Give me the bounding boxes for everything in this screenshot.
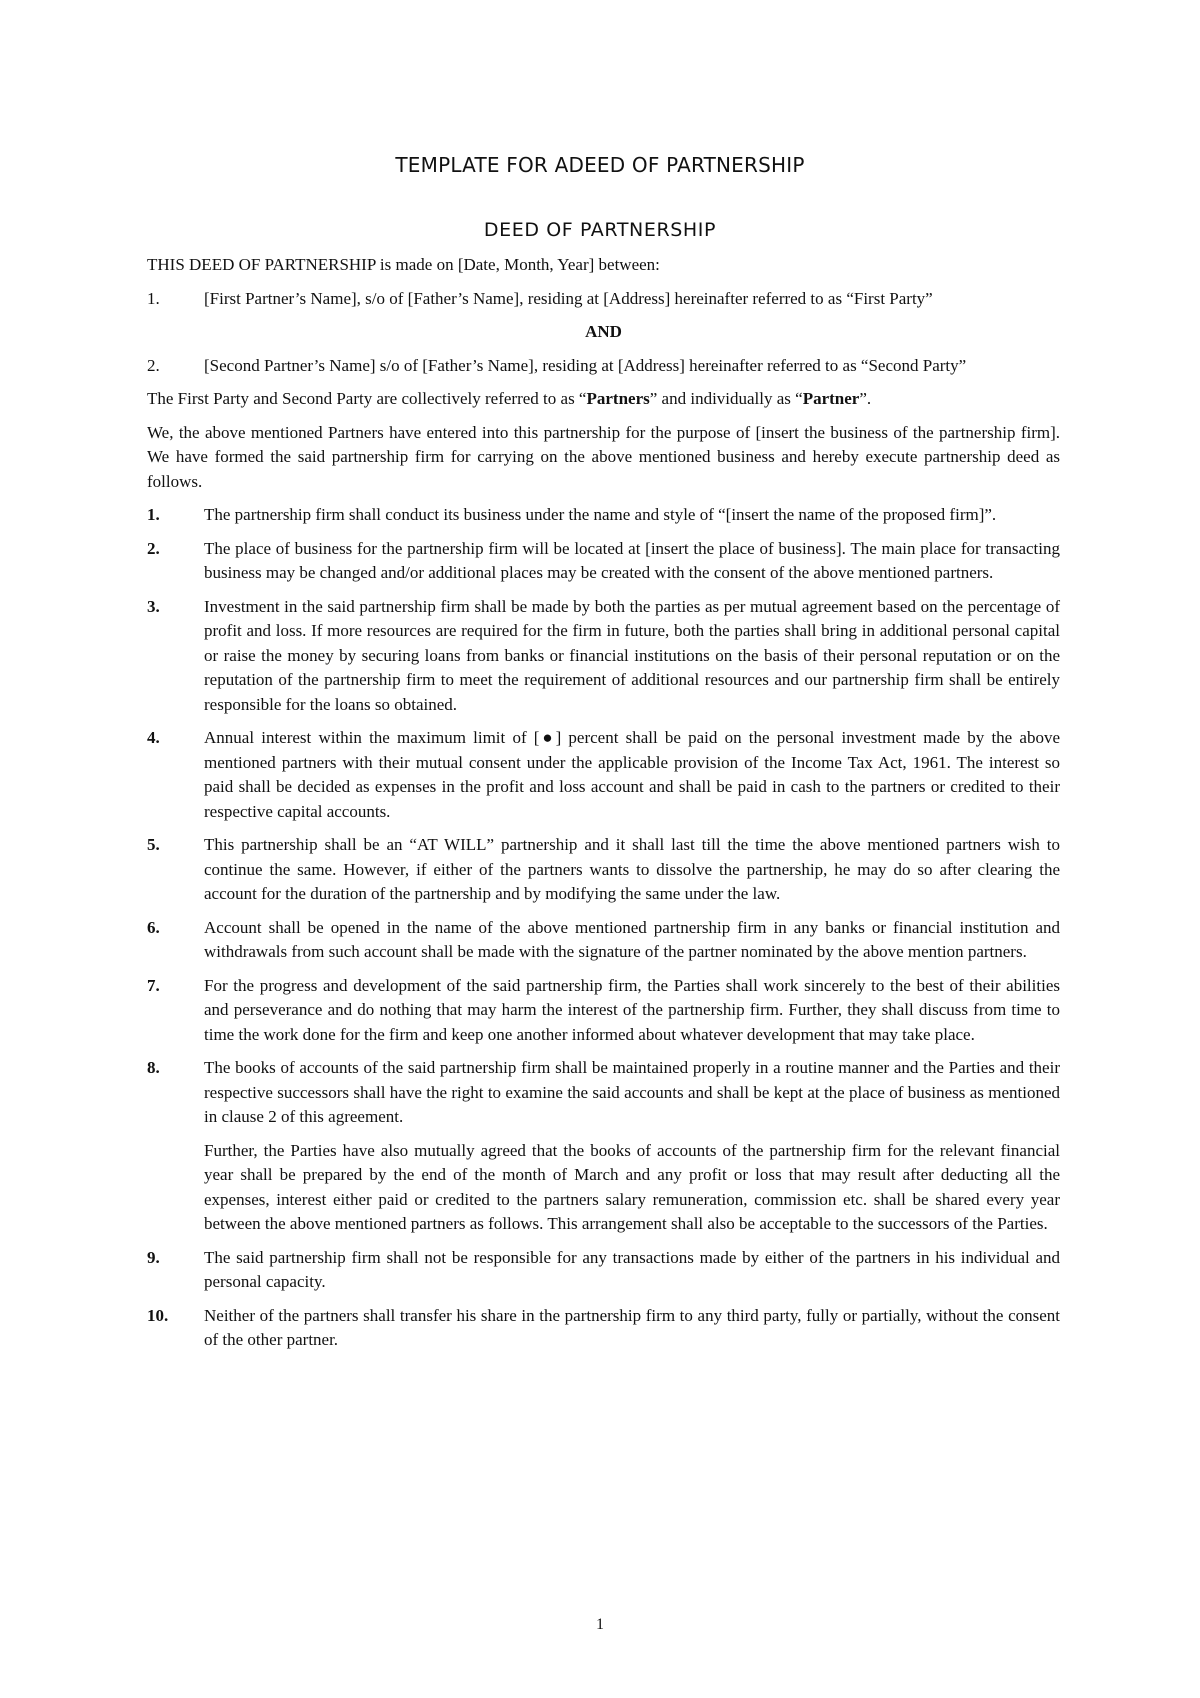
clause-text: The said partnership firm shall not be responsible for any transactions made by either of the partners in his individual and personal capacity. (204, 1247, 1060, 1291)
clause-number: 7. (147, 975, 160, 995)
clause-number: 10. (147, 1305, 169, 1325)
and-separator: AND (585, 322, 622, 341)
document-title: TEMPLATE FOR ADEED OF PARTNERSHIP (395, 153, 805, 177)
purpose-paragraph: We, the above mentioned Partners have entered into this partnership for the purpose of [insert the business of the partnership firm]. We have formed the said partnership firm for carrying on the above mentioned business and hereby execute partnership deed as follows. (147, 422, 1060, 491)
collective-reference-paragraph (147, 387, 1060, 412)
intro-paragraph: THIS DEED OF PARTNERSHIP is made on [Date, Month, Year] between: (147, 255, 660, 274)
clause-10 (147, 1304, 1060, 1353)
clause-text: This partnership shall be an “AT WILL” partnership and it shall last till the time the above mentioned partners wish to continue the same. However, if either of the partners wants to dissolve the partnership, he may do so after clearing the account for the duration of the partnership and by modifying the same under the law. (204, 835, 1060, 903)
clause-3 (147, 595, 1060, 718)
clause-8 (147, 1056, 1060, 1130)
clause-number: 2. (147, 538, 160, 558)
clause-number: 5. (147, 835, 160, 854)
clause-number: 8. (147, 1058, 160, 1077)
clause-text: The partnership firm shall conduct its business under the name and style of “[insert the name of the proposed firm]”. (204, 505, 997, 524)
party-item-1 (147, 287, 1060, 312)
document-body (147, 253, 1060, 1362)
collective-text-after: ”. (859, 389, 872, 408)
clause-7 (147, 974, 1060, 1048)
clause-2 (147, 537, 1060, 586)
clause-number: 4. (147, 728, 160, 747)
party-text: [First Partner’s Name], s/o of [Father’s Name], residing at [Address] hereinafter referred to as “First Party” (204, 288, 933, 308)
clause-text: For the progress and development of the said partnership firm, the Parties shall work sincerely to the best of their abilities and perseverance and do nothing that may harm the interest of the partnership firm. Further, they shall discuss from time to time the work done for the firm and keep one another informed about whatever development that may take place. (204, 975, 1060, 1044)
party-number: 2. (147, 355, 160, 375)
clause-number: 9. (147, 1247, 160, 1267)
clause-9 (147, 1246, 1060, 1295)
clause-text: The books of accounts of the said partnership firm shall be maintained properly in a routine manner and the Parties and their respective successors shall have the right to examine the said accounts and shall be kept at the place of business as mentioned in clause 2 of this agreement. (204, 1058, 1060, 1126)
deed-heading: DEED OF PARTNERSHIP (483, 219, 717, 241)
clause-text: Annual interest within the maximum limit of [●] percent shall be paid on the personal investment made by the above mentioned partners with their mutual consent under the applicable provision of the Income Tax Act, 1961. The interest so paid shall be decided as expenses in the profit and loss account and shall be paid in cash to the partners or credited to their respective capital accounts. (204, 728, 1060, 821)
collective-text-before: The First Party and Second Party are collectively referred to as “ (147, 389, 587, 408)
clause-5 (147, 833, 1060, 907)
page-number: 1 (596, 1616, 604, 1633)
clause-number: 6. (147, 917, 160, 937)
clause-6 (147, 916, 1060, 965)
clause-number: 1. (147, 505, 160, 524)
clause-4 (147, 726, 1060, 824)
party-item-2 (147, 354, 1060, 379)
collective-text-middle: ” and individually as “ (649, 389, 803, 408)
party-text: [Second Partner’s Name] s/o of [Father’s Name], residing at [Address] hereinafter referred to as “Second Party” (204, 355, 967, 375)
term-partner: Partner (802, 389, 860, 408)
clause-1 (147, 503, 1060, 528)
clause-text: The place of business for the partnership firm will be located at [insert the place of business]. The main place for transacting business may be changed and/or additional places may be created with the consent of the above mentioned partners. (204, 538, 1060, 582)
clause-8-continuation: Further, the Parties have also mutually agreed that the books of accounts of the partnership firm for the relevant financial year shall be prepared by the end of the month of March and any profit or loss that may result after deducting all the expenses, interest either paid or credited to the partners salary remuneration, commission etc. shall be shared every year between the above mentioned partners as follows. This arrangement shall also be acceptable to the successors of the Parties. (204, 1140, 1060, 1233)
clause-text: Neither of the partners shall transfer his share in the partnership firm to any third party, fully or partially, without the consent of the other partner. (204, 1305, 1060, 1349)
term-partners: Partners (586, 389, 650, 408)
clause-number: 3. (147, 596, 160, 616)
clause-text: Account shall be opened in the name of the above mentioned partnership firm in any banks or financial institution and withdrawals from such account shall be made with the signature of the partner nominated by the above mention partners. (204, 917, 1060, 961)
party-number: 1. (147, 288, 160, 308)
clause-text: Investment in the said partnership firm shall be made by both the parties as per mutual agreement based on the percentage of profit and loss. If more resources are required for the firm in future, both the parties shall bring in additional personal capital or raise the money by securing loans from banks or financial institutions on the basis of their personal reputation or on the reputation of the partnership firm to meet the requirement of additional resources and our partnership firm shall be entirely responsible for the loans so obtained. (204, 596, 1060, 714)
